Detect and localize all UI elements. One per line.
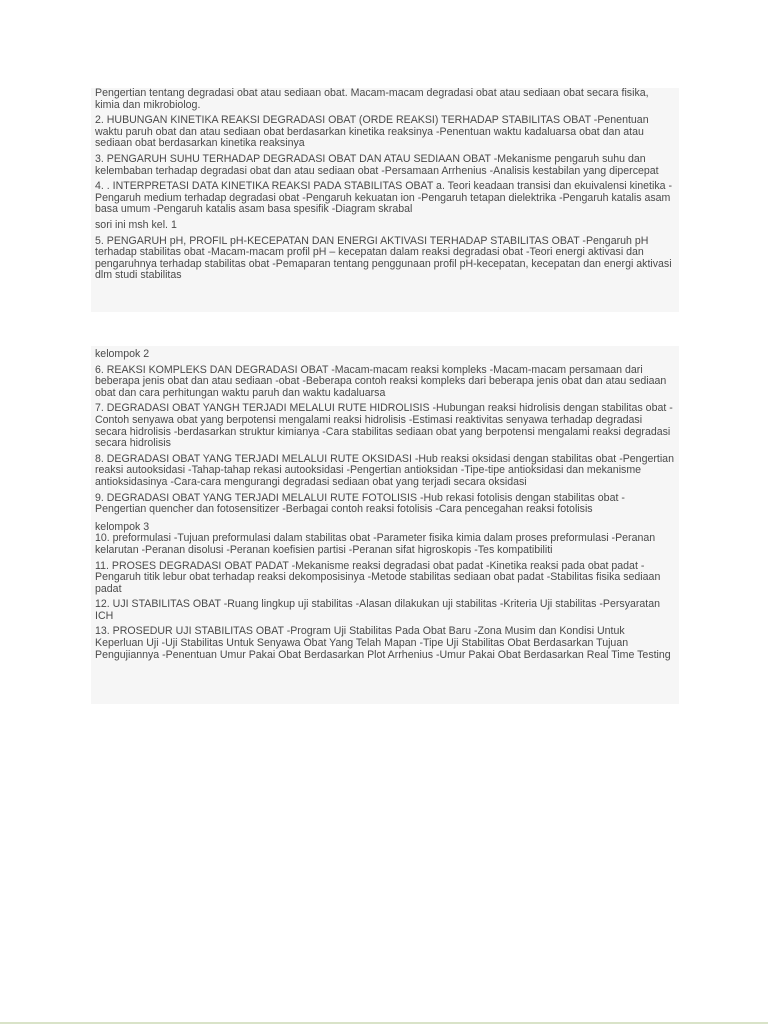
item-7-paragraph: 7. DEGRADASI OBAT YANGH TERJADI MELALUI RUTE HIDROLISIS -Hubungan reaksi hidrolisis dengan stabilitas obat -Contoh senyawa obat yang berpotensi mengalami reaksi hidrolisis -Estimasi reaktivitas senyawa terhadap degradasi secara hidrolisis -berdasarkan struktur kimianya -Cara stabilitas sediaan obat yang berpotensi mengalami reaksi degradasi secara hidrolisis xyxy=(95,402,673,450)
group-3-label: kelompok 3 xyxy=(95,520,150,533)
item-5-paragraph: 5. PENGARUH pH, PROFIL pH-KECEPATAN DAN ENERGI AKTIVASI TERHADAP STABILITAS OBAT -Pengaruh pH terhadap stabilitas obat -Macam-macam profil pH – kecepatan dalam reaksi degradasi obat -Teori energi aktivasi dan pengaruhnya terhadap stabilitas obat -Pemaparan tentang penggunaan profil pH-kecepatan, kecepatan dan energi aktivasi dlm studi stabilitas xyxy=(95,234,672,282)
group-2-label: kelompok 2 xyxy=(95,348,150,360)
item-9-paragraph: 9. DEGRADASI OBAT YANG TERJADI MELALUI RUTE FOTOLISIS -Hub rekasi fotolisis dengan stabilitas obat -Pengertian quencher dan fotosensitizer -Berbagai contoh reaksi fotolisis -Cara pencegahan reaksi fotolisis xyxy=(95,491,625,516)
item-8-paragraph: 8. DEGRADASI OBAT YANG TERJADI MELALUI RUTE OKSIDASI -Hub reaksi oksidasi dengan stabilitas obat -Pengertian reaksi autooksidasi -Tahap-tahap rekasi autooksidasi -Pengertian antioksidan -Tipe-tipe antioksidasi dan mekanisme antioksidasinya -Cara-cara mengurangi degradasi sediaan obat yang terjadi secara oksidasi xyxy=(95,452,674,488)
item-3-paragraph: 3. PENGARUH SUHU TERHADAP DEGRADASI OBAT DAN ATAU SEDIAAN OBAT -Mekanisme pengaruh suhu dan kelembaban terhadap degradasi obat dan atau sediaan obat -Persamaan Arrhenius -Analisis kestabilan yang dipercepat xyxy=(95,152,659,177)
item-10-paragraph: 10. preformulasi -Tujuan preformulasi dalam stabilitas obat -Parameter fisika kimia dalam proses preformulasi -Peranan kelarutan -Peranan disolusi -Peranan koefisien partisi -Peranan sifat higroskopis -Tes kompatibiliti xyxy=(95,532,656,556)
note-paragraph: sori ini msh kel. 1 xyxy=(95,218,177,231)
item-2-paragraph: 2. HUBUNGAN KINETIKA REAKSI DEGRADASI OBAT (ORDE REAKSI) TERHADAP STABILITAS OBAT -Penentuan waktu paruh obat dan atau sediaan obat berdasarkan kinetika reaksinya -Penentuan waktu kadaluarsa obat dan atau sediaan obat berdasarkan kinetika reaksinya xyxy=(95,114,649,150)
item-13-paragraph: 13. PROSEDUR UJI STABILITAS OBAT -Program Uji Stabilitas Pada Obat Baru -Zona Musim dan Kondisi Untuk Keperluan Uji -Uji Stabilitas Untuk Senyawa Obat Yang Telah Mapan -Tipe Uji Stabilitas Obat Berdasarkan Tujuan Pengujiannya -Penentuan Umur Pakai Obat Berdasarkan Plot Arrhenius -Umur Pakai Obat Berdasarkan Real Time Testing xyxy=(95,625,671,661)
text-block-kelompok-2-3 xyxy=(91,346,679,704)
item-12-paragraph: 12. UJI STABILITAS OBAT -Ruang lingkup uji stabilitas -Alasan dilakukan uji stabilitas -Kriteria Uji stabilitas -Persyaratan ICH xyxy=(95,598,661,622)
intro-paragraph: Pengertian tentang degradasi obat atau sediaan obat. Macam-macam degradasi obat atau sediaan obat secara fisika, kimia dan mikrobiolog. xyxy=(95,87,649,111)
item-4-paragraph: 4. . INTERPRETASI DATA KINETIKA REAKSI PADA STABILITAS OBAT a. Teori keadaan transisi dan ekuivalensi kinetika -Pengaruh medium terhadap degradasi obat -Pengaruh kekuatan ion -Pengaruh tetapan dielektrika -Pengaruh katalis asam basa umum -Pengaruh katalis asam basa spesifik -Diagram skrabal xyxy=(95,180,672,216)
item-6-paragraph: 6. REAKSI KOMPLEKS DAN DEGRADASI OBAT -Macam-macam reaksi kompleks -Macam-macam persamaan dari beberapa jenis obat dan atau sediaan -obat -Beberapa contoh reaksi kompleks dari beberapa jenis obat dan atau sediaan obat dan cara perhitungan waktu paruh dan waktu kadaluarsa xyxy=(95,363,667,399)
text-block-kelompok-1 xyxy=(91,88,679,312)
item-11-paragraph: 11. PROSES DEGRADASI OBAT PADAT -Mekanisme reaksi degradasi obat padat -Kinetika reaksi pada obat padat -Pengaruh titik lebur obat terhadap reaksi dekomposisinya -Metode stabilitas sediaan obat padat -Stabilitas fisika sediaan padat xyxy=(95,559,661,595)
